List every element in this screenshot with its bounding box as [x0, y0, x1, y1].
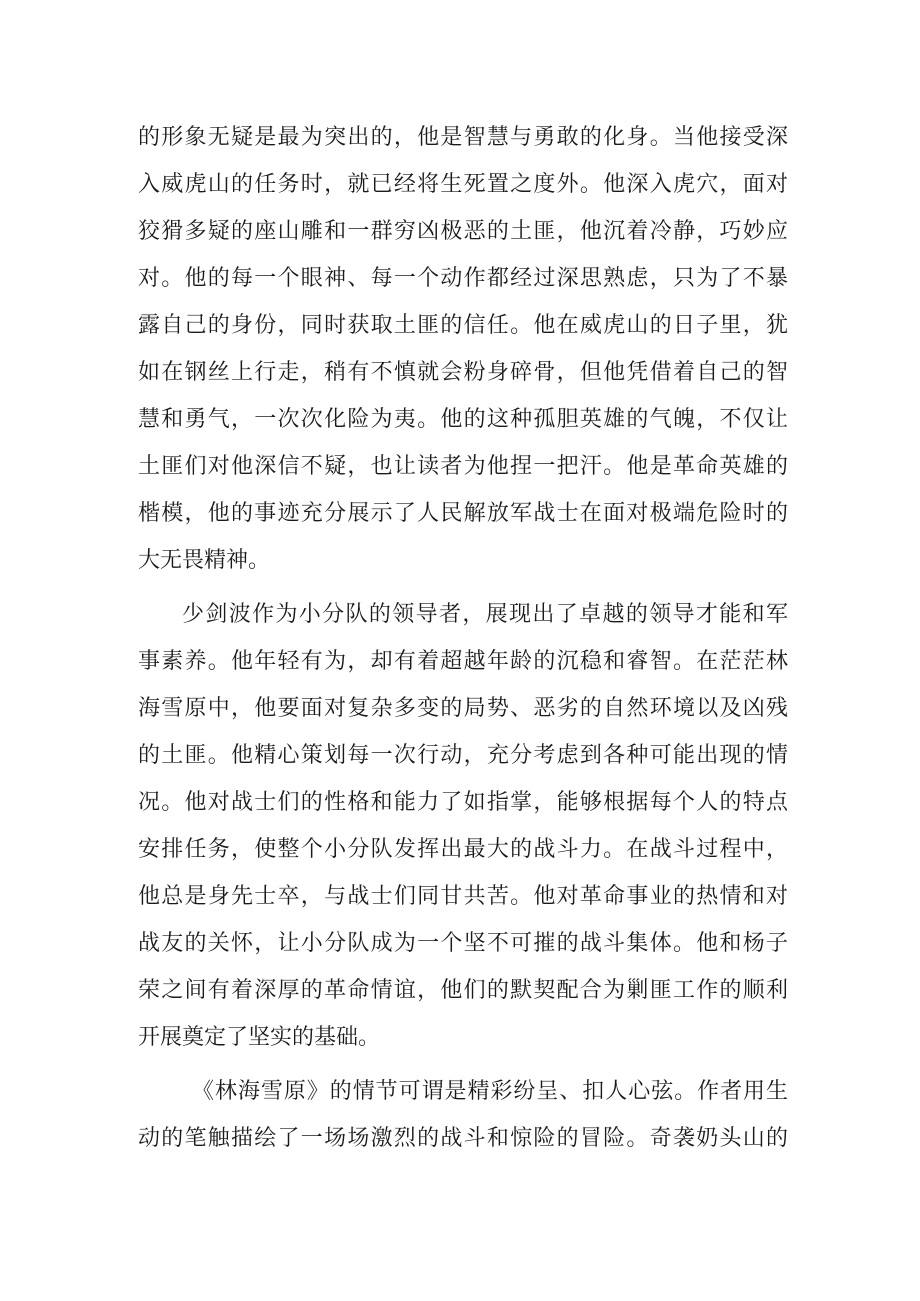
body-text — [138, 114, 788, 1162]
text-line: 露自己的身份，同时获取土匪的信任。他在威虎山的日子里，犹 — [138, 313, 788, 338]
text-line: 土匪们对他深信不疑，也让读者为他捏一把汗。他是革命英雄的 — [138, 454, 788, 479]
text-line: 战友的关怀，让小分队成为一个坚不可摧的战斗集体。他和杨子 — [138, 931, 788, 956]
text-line: 大无畏精神。 — [138, 548, 271, 573]
paragraph — [138, 1068, 788, 1162]
paragraph-gap — [138, 584, 788, 591]
text-line: 况。他对战士们的性格和能力了如指掌，能够根据每个人的特点 — [138, 790, 788, 815]
text-line: 的形象无疑是最为突出的，他是智慧与勇敢的化身。当他接受深 — [138, 125, 788, 150]
text-line: 海雪原中，他要面对复杂多变的局势、恶劣的自然环境以及凶残 — [138, 696, 788, 721]
text-line: 《林海雪原》的情节可谓是精彩纷呈、扣人心弦。作者用生 — [192, 1079, 788, 1104]
text-line: 狡猾多疑的座山雕和一群穷凶极恶的土匪，他沉着冷静，巧妙应 — [138, 219, 788, 244]
text-line: 动的笔触描绘了一场场激烈的战斗和惊险的冒险。奇袭奶头山的 — [138, 1126, 788, 1151]
text-line: 荣之间有着深厚的革命情谊，他们的默契配合为剿匪工作的顺利 — [138, 978, 788, 1003]
text-line: 如在钢丝上行走，稍有不慎就会粉身碎骨，但他凭借着自己的智 — [138, 360, 788, 385]
text-line: 楷模，他的事迹充分展示了人民解放军战士在面对极端危险时的 — [138, 501, 788, 526]
text-line: 慧和勇气，一次次化险为夷。他的这种孤胆英雄的气魄，不仅让 — [138, 407, 788, 432]
text-line: 的土匪。他精心策划每一次行动，充分考虑到各种可能出现的情 — [138, 743, 788, 768]
paragraph-gap — [138, 1061, 788, 1068]
text-line: 事素养。他年轻有为，却有着超越年龄的沉稳和睿智。在茫茫林 — [138, 649, 788, 674]
text-line: 开展奠定了坚实的基础。 — [138, 1025, 381, 1050]
text-line: 安排任务，使整个小分队发挥出最大的战斗力。在战斗过程中， — [138, 837, 788, 862]
text-line: 他总是身先士卒，与战士们同甘共苦。他对革命事业的热情和对 — [138, 884, 788, 909]
paragraph — [138, 114, 788, 584]
text-line: 少剑波作为小分队的领导者，展现出了卓越的领导才能和军 — [182, 602, 788, 627]
paragraph — [138, 591, 788, 1061]
text-line: 对。他的每一个眼神、每一个动作都经过深思熟虑，只为了不暴 — [138, 266, 788, 291]
text-line: 入威虎山的任务时，就已经将生死置之度外。他深入虎穴，面对 — [138, 172, 788, 197]
